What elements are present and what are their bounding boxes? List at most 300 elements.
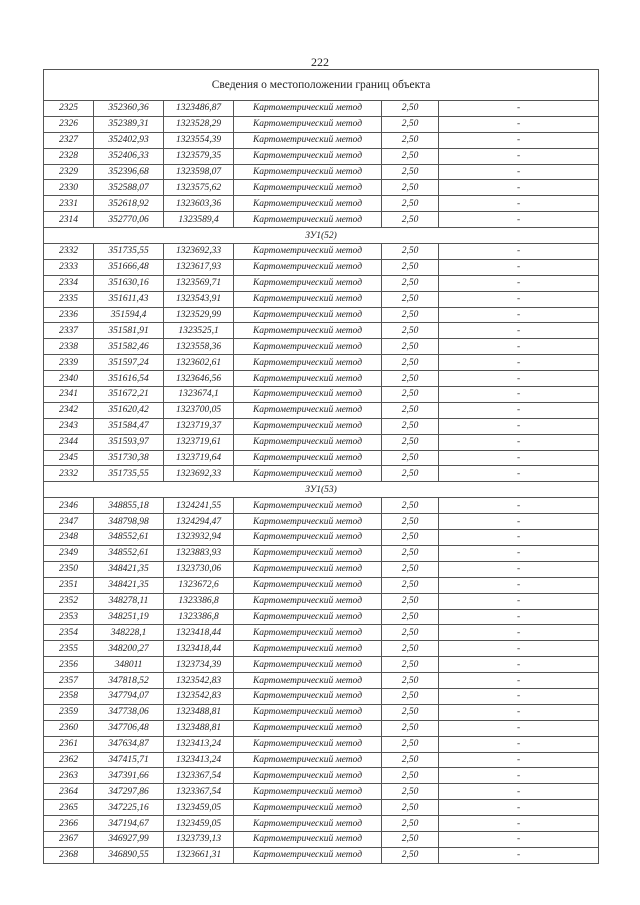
point-number-cell: 2337	[44, 323, 94, 339]
x-coordinate-cell: 348421,35	[94, 561, 164, 577]
accuracy-cell: 2,50	[382, 784, 439, 800]
accuracy-cell: 2,50	[382, 704, 439, 720]
accuracy-cell: 2,50	[382, 387, 439, 403]
accuracy-cell: 2,50	[382, 164, 439, 180]
description-cell: -	[439, 132, 599, 148]
y-coordinate-cell: 1323730,06	[164, 561, 234, 577]
x-coordinate-cell: 347391,66	[94, 768, 164, 784]
table-row	[44, 577, 599, 593]
y-coordinate-cell: 1323525,1	[164, 323, 234, 339]
method-cell: Картометрический метод	[234, 800, 382, 816]
y-coordinate-cell: 1323569,71	[164, 275, 234, 291]
accuracy-cell: 2,50	[382, 212, 439, 228]
y-coordinate-cell: 1324241,55	[164, 498, 234, 514]
description-cell: -	[439, 323, 599, 339]
page-number: 222	[311, 55, 329, 69]
description-cell: -	[439, 720, 599, 736]
description-cell: -	[439, 212, 599, 228]
y-coordinate-cell: 1323529,99	[164, 307, 234, 323]
table-row	[44, 291, 599, 307]
accuracy-cell: 2,50	[382, 736, 439, 752]
point-number-cell: 2352	[44, 593, 94, 609]
description-cell: -	[439, 418, 599, 434]
description-cell: -	[439, 641, 599, 657]
table-row	[44, 673, 599, 689]
point-number-cell: 2359	[44, 704, 94, 720]
method-cell: Картометрический метод	[234, 657, 382, 673]
x-coordinate-cell: 351672,21	[94, 387, 164, 403]
table-row	[44, 498, 599, 514]
table-row	[44, 720, 599, 736]
x-coordinate-cell: 351616,54	[94, 371, 164, 387]
table-row	[44, 212, 599, 228]
description-cell: -	[439, 561, 599, 577]
table-row	[44, 259, 599, 275]
y-coordinate-cell: 1323661,31	[164, 847, 234, 863]
method-cell: Картометрический метод	[234, 816, 382, 832]
point-number-cell: 2332	[44, 244, 94, 260]
method-cell: Картометрический метод	[234, 355, 382, 371]
x-coordinate-cell: 352618,92	[94, 196, 164, 212]
x-coordinate-cell: 351593,97	[94, 434, 164, 450]
x-coordinate-cell: 351582,46	[94, 339, 164, 355]
y-coordinate-cell: 1323367,54	[164, 768, 234, 784]
y-coordinate-cell: 1323543,91	[164, 291, 234, 307]
description-cell: -	[439, 577, 599, 593]
x-coordinate-cell: 348855,18	[94, 498, 164, 514]
accuracy-cell: 2,50	[382, 641, 439, 657]
y-coordinate-cell: 1323367,54	[164, 784, 234, 800]
table-row	[44, 164, 599, 180]
accuracy-cell: 2,50	[382, 339, 439, 355]
y-coordinate-cell: 1323486,87	[164, 101, 234, 117]
method-cell: Картометрический метод	[234, 259, 382, 275]
accuracy-cell: 2,50	[382, 466, 439, 482]
table-row	[44, 641, 599, 657]
y-coordinate-cell: 1323602,61	[164, 355, 234, 371]
table-row	[44, 514, 599, 530]
method-cell: Картометрический метод	[234, 466, 382, 482]
method-cell: Картометрический метод	[234, 530, 382, 546]
x-coordinate-cell: 348552,61	[94, 530, 164, 546]
x-coordinate-cell: 352406,33	[94, 148, 164, 164]
accuracy-cell: 2,50	[382, 768, 439, 784]
section-row	[44, 228, 599, 244]
table-row	[44, 593, 599, 609]
x-coordinate-cell: 351630,16	[94, 275, 164, 291]
accuracy-cell: 2,50	[382, 816, 439, 832]
y-coordinate-cell: 1323542,83	[164, 688, 234, 704]
method-cell: Картометрический метод	[234, 339, 382, 355]
point-number-cell: 2348	[44, 530, 94, 546]
accuracy-cell: 2,50	[382, 259, 439, 275]
method-cell: Картометрический метод	[234, 625, 382, 641]
method-cell: Картометрический метод	[234, 561, 382, 577]
table-row	[44, 355, 599, 371]
y-coordinate-cell: 1323579,35	[164, 148, 234, 164]
point-number-cell: 2329	[44, 164, 94, 180]
description-cell: -	[439, 609, 599, 625]
point-number-cell: 2355	[44, 641, 94, 657]
x-coordinate-cell: 348011	[94, 657, 164, 673]
accuracy-cell: 2,50	[382, 688, 439, 704]
y-coordinate-cell: 1323386,8	[164, 593, 234, 609]
description-cell: -	[439, 784, 599, 800]
description-cell: -	[439, 180, 599, 196]
point-number-cell: 2326	[44, 116, 94, 132]
method-cell: Картометрический метод	[234, 847, 382, 863]
table-row	[44, 323, 599, 339]
coordinates-table-container	[43, 69, 598, 864]
point-number-cell: 2349	[44, 545, 94, 561]
y-coordinate-cell: 1323459,05	[164, 800, 234, 816]
method-cell: Картометрический метод	[234, 307, 382, 323]
accuracy-cell: 2,50	[382, 101, 439, 117]
accuracy-cell: 2,50	[382, 132, 439, 148]
point-number-cell: 2331	[44, 196, 94, 212]
point-number-cell: 2342	[44, 402, 94, 418]
y-coordinate-cell: 1323734,39	[164, 657, 234, 673]
method-cell: Картометрический метод	[234, 609, 382, 625]
method-cell: Картометрический метод	[234, 196, 382, 212]
table-row	[44, 657, 599, 673]
accuracy-cell: 2,50	[382, 720, 439, 736]
table-row	[44, 816, 599, 832]
x-coordinate-cell: 348278,11	[94, 593, 164, 609]
description-cell: -	[439, 275, 599, 291]
accuracy-cell: 2,50	[382, 434, 439, 450]
x-coordinate-cell: 347706,48	[94, 720, 164, 736]
point-number-cell: 2362	[44, 752, 94, 768]
y-coordinate-cell: 1323589,4	[164, 212, 234, 228]
y-coordinate-cell: 1323575,62	[164, 180, 234, 196]
x-coordinate-cell: 347225,16	[94, 800, 164, 816]
accuracy-cell: 2,50	[382, 148, 439, 164]
table-row	[44, 339, 599, 355]
x-coordinate-cell: 347297,86	[94, 784, 164, 800]
method-cell: Картометрический метод	[234, 688, 382, 704]
table-title-row	[44, 70, 599, 101]
description-cell: -	[439, 371, 599, 387]
table-row	[44, 148, 599, 164]
y-coordinate-cell: 1323554,39	[164, 132, 234, 148]
table-row	[44, 387, 599, 403]
x-coordinate-cell: 351620,42	[94, 402, 164, 418]
x-coordinate-cell: 347794,07	[94, 688, 164, 704]
accuracy-cell: 2,50	[382, 418, 439, 434]
description-cell: -	[439, 148, 599, 164]
x-coordinate-cell: 351730,38	[94, 450, 164, 466]
x-coordinate-cell: 351611,43	[94, 291, 164, 307]
table-row	[44, 132, 599, 148]
x-coordinate-cell: 351666,48	[94, 259, 164, 275]
table-row	[44, 847, 599, 863]
point-number-cell: 2314	[44, 212, 94, 228]
method-cell: Картометрический метод	[234, 387, 382, 403]
y-coordinate-cell: 1323386,8	[164, 609, 234, 625]
method-cell: Картометрический метод	[234, 291, 382, 307]
y-coordinate-cell: 1323932,94	[164, 530, 234, 546]
table-row	[44, 418, 599, 434]
x-coordinate-cell: 348251,19	[94, 609, 164, 625]
y-coordinate-cell: 1323413,24	[164, 736, 234, 752]
table-row	[44, 831, 599, 847]
method-cell: Картометрический метод	[234, 402, 382, 418]
description-cell: -	[439, 164, 599, 180]
y-coordinate-cell: 1323558,36	[164, 339, 234, 355]
method-cell: Картометрический метод	[234, 768, 382, 784]
method-cell: Картометрический метод	[234, 641, 382, 657]
y-coordinate-cell: 1323617,93	[164, 259, 234, 275]
point-number-cell: 2367	[44, 831, 94, 847]
description-cell: -	[439, 339, 599, 355]
point-number-cell: 2332	[44, 466, 94, 482]
point-number-cell: 2333	[44, 259, 94, 275]
x-coordinate-cell: 347818,52	[94, 673, 164, 689]
point-number-cell: 2366	[44, 816, 94, 832]
y-coordinate-cell: 1324294,47	[164, 514, 234, 530]
x-coordinate-cell: 348228,1	[94, 625, 164, 641]
accuracy-cell: 2,50	[382, 847, 439, 863]
accuracy-cell: 2,50	[382, 275, 439, 291]
table-row	[44, 371, 599, 387]
point-number-cell: 2357	[44, 673, 94, 689]
section-label: ЗУ1(52)	[44, 228, 599, 244]
x-coordinate-cell: 347194,67	[94, 816, 164, 832]
point-number-cell: 2351	[44, 577, 94, 593]
description-cell: -	[439, 450, 599, 466]
accuracy-cell: 2,50	[382, 561, 439, 577]
x-coordinate-cell: 348421,35	[94, 577, 164, 593]
accuracy-cell: 2,50	[382, 673, 439, 689]
description-cell: -	[439, 736, 599, 752]
table-title: Сведения о местоположении границ объекта	[44, 70, 599, 101]
y-coordinate-cell: 1323488,81	[164, 720, 234, 736]
x-coordinate-cell: 351594,4	[94, 307, 164, 323]
point-number-cell: 2353	[44, 609, 94, 625]
description-cell: -	[439, 291, 599, 307]
x-coordinate-cell: 352770,06	[94, 212, 164, 228]
description-cell: -	[439, 816, 599, 832]
description-cell: -	[439, 673, 599, 689]
method-cell: Картометрический метод	[234, 212, 382, 228]
description-cell: -	[439, 116, 599, 132]
x-coordinate-cell: 352389,31	[94, 116, 164, 132]
accuracy-cell: 2,50	[382, 371, 439, 387]
description-cell: -	[439, 752, 599, 768]
table-row	[44, 116, 599, 132]
point-number-cell: 2358	[44, 688, 94, 704]
accuracy-cell: 2,50	[382, 831, 439, 847]
table-row	[44, 180, 599, 196]
x-coordinate-cell: 351581,91	[94, 323, 164, 339]
method-cell: Картометрический метод	[234, 720, 382, 736]
method-cell: Картометрический метод	[234, 704, 382, 720]
table-row	[44, 545, 599, 561]
method-cell: Картометрический метод	[234, 132, 382, 148]
y-coordinate-cell: 1323674,1	[164, 387, 234, 403]
method-cell: Картометрический метод	[234, 545, 382, 561]
x-coordinate-cell: 351735,55	[94, 466, 164, 482]
method-cell: Картометрический метод	[234, 116, 382, 132]
table-row	[44, 625, 599, 641]
x-coordinate-cell: 351597,24	[94, 355, 164, 371]
method-cell: Картометрический метод	[234, 418, 382, 434]
point-number-cell: 2335	[44, 291, 94, 307]
y-coordinate-cell: 1323692,33	[164, 244, 234, 260]
method-cell: Картометрический метод	[234, 498, 382, 514]
y-coordinate-cell: 1323528,29	[164, 116, 234, 132]
method-cell: Картометрический метод	[234, 752, 382, 768]
description-cell: -	[439, 387, 599, 403]
description-cell: -	[439, 196, 599, 212]
accuracy-cell: 2,50	[382, 609, 439, 625]
x-coordinate-cell: 352402,93	[94, 132, 164, 148]
description-cell: -	[439, 657, 599, 673]
table-row	[44, 561, 599, 577]
table-row	[44, 466, 599, 482]
table-row	[44, 530, 599, 546]
description-cell: -	[439, 434, 599, 450]
y-coordinate-cell: 1323719,37	[164, 418, 234, 434]
y-coordinate-cell: 1323603,36	[164, 196, 234, 212]
point-number-cell: 2334	[44, 275, 94, 291]
method-cell: Картометрический метод	[234, 593, 382, 609]
table-row	[44, 307, 599, 323]
coordinates-table	[43, 69, 599, 864]
description-cell: -	[439, 847, 599, 863]
table-row	[44, 101, 599, 117]
description-cell: -	[439, 831, 599, 847]
point-number-cell: 2363	[44, 768, 94, 784]
table-row	[44, 688, 599, 704]
method-cell: Картометрический метод	[234, 736, 382, 752]
y-coordinate-cell: 1323883,93	[164, 545, 234, 561]
accuracy-cell: 2,50	[382, 625, 439, 641]
y-coordinate-cell: 1323542,83	[164, 673, 234, 689]
y-coordinate-cell: 1323418,44	[164, 625, 234, 641]
method-cell: Картометрический метод	[234, 180, 382, 196]
accuracy-cell: 2,50	[382, 545, 439, 561]
accuracy-cell: 2,50	[382, 244, 439, 260]
x-coordinate-cell: 346890,55	[94, 847, 164, 863]
point-number-cell: 2328	[44, 148, 94, 164]
description-cell: -	[439, 402, 599, 418]
description-cell: -	[439, 704, 599, 720]
accuracy-cell: 2,50	[382, 498, 439, 514]
x-coordinate-cell: 351735,55	[94, 244, 164, 260]
accuracy-cell: 2,50	[382, 402, 439, 418]
x-coordinate-cell: 352360,36	[94, 101, 164, 117]
accuracy-cell: 2,50	[382, 323, 439, 339]
table-row	[44, 736, 599, 752]
y-coordinate-cell: 1323598,07	[164, 164, 234, 180]
x-coordinate-cell: 347634,87	[94, 736, 164, 752]
y-coordinate-cell: 1323488,81	[164, 704, 234, 720]
method-cell: Картометрический метод	[234, 434, 382, 450]
point-number-cell: 2361	[44, 736, 94, 752]
table-row	[44, 800, 599, 816]
method-cell: Картометрический метод	[234, 148, 382, 164]
method-cell: Картометрический метод	[234, 673, 382, 689]
method-cell: Картометрический метод	[234, 831, 382, 847]
table-row	[44, 752, 599, 768]
accuracy-cell: 2,50	[382, 291, 439, 307]
description-cell: -	[439, 530, 599, 546]
accuracy-cell: 2,50	[382, 180, 439, 196]
y-coordinate-cell: 1323646,56	[164, 371, 234, 387]
accuracy-cell: 2,50	[382, 355, 439, 371]
y-coordinate-cell: 1323672,6	[164, 577, 234, 593]
description-cell: -	[439, 800, 599, 816]
y-coordinate-cell: 1323692,33	[164, 466, 234, 482]
description-cell: -	[439, 514, 599, 530]
method-cell: Картометрический метод	[234, 450, 382, 466]
method-cell: Картометрический метод	[234, 244, 382, 260]
point-number-cell: 2346	[44, 498, 94, 514]
table-row	[44, 609, 599, 625]
table-row	[44, 244, 599, 260]
accuracy-cell: 2,50	[382, 752, 439, 768]
method-cell: Картометрический метод	[234, 164, 382, 180]
x-coordinate-cell: 348552,61	[94, 545, 164, 561]
description-cell: -	[439, 307, 599, 323]
x-coordinate-cell: 352396,68	[94, 164, 164, 180]
y-coordinate-cell: 1323418,44	[164, 641, 234, 657]
point-number-cell: 2327	[44, 132, 94, 148]
method-cell: Картометрический метод	[234, 371, 382, 387]
section-label: ЗУ1(53)	[44, 482, 599, 498]
accuracy-cell: 2,50	[382, 593, 439, 609]
y-coordinate-cell: 1323700,05	[164, 402, 234, 418]
x-coordinate-cell: 352588,07	[94, 180, 164, 196]
accuracy-cell: 2,50	[382, 577, 439, 593]
point-number-cell: 2339	[44, 355, 94, 371]
point-number-cell: 2343	[44, 418, 94, 434]
point-number-cell: 2345	[44, 450, 94, 466]
method-cell: Картометрический метод	[234, 514, 382, 530]
description-cell: -	[439, 355, 599, 371]
point-number-cell: 2360	[44, 720, 94, 736]
description-cell: -	[439, 101, 599, 117]
point-number-cell: 2350	[44, 561, 94, 577]
point-number-cell: 2336	[44, 307, 94, 323]
description-cell: -	[439, 466, 599, 482]
point-number-cell: 2330	[44, 180, 94, 196]
accuracy-cell: 2,50	[382, 450, 439, 466]
x-coordinate-cell: 351584,47	[94, 418, 164, 434]
method-cell: Картометрический метод	[234, 577, 382, 593]
point-number-cell: 2347	[44, 514, 94, 530]
point-number-cell: 2325	[44, 101, 94, 117]
accuracy-cell: 2,50	[382, 116, 439, 132]
y-coordinate-cell: 1323719,61	[164, 434, 234, 450]
point-number-cell: 2365	[44, 800, 94, 816]
description-cell: -	[439, 625, 599, 641]
x-coordinate-cell: 347738,06	[94, 704, 164, 720]
point-number-cell: 2344	[44, 434, 94, 450]
method-cell: Картометрический метод	[234, 101, 382, 117]
point-number-cell: 2338	[44, 339, 94, 355]
x-coordinate-cell: 348200,27	[94, 641, 164, 657]
description-cell: -	[439, 688, 599, 704]
table-row	[44, 434, 599, 450]
point-number-cell: 2364	[44, 784, 94, 800]
x-coordinate-cell: 348798,98	[94, 514, 164, 530]
description-cell: -	[439, 768, 599, 784]
table-row	[44, 402, 599, 418]
table-row	[44, 450, 599, 466]
